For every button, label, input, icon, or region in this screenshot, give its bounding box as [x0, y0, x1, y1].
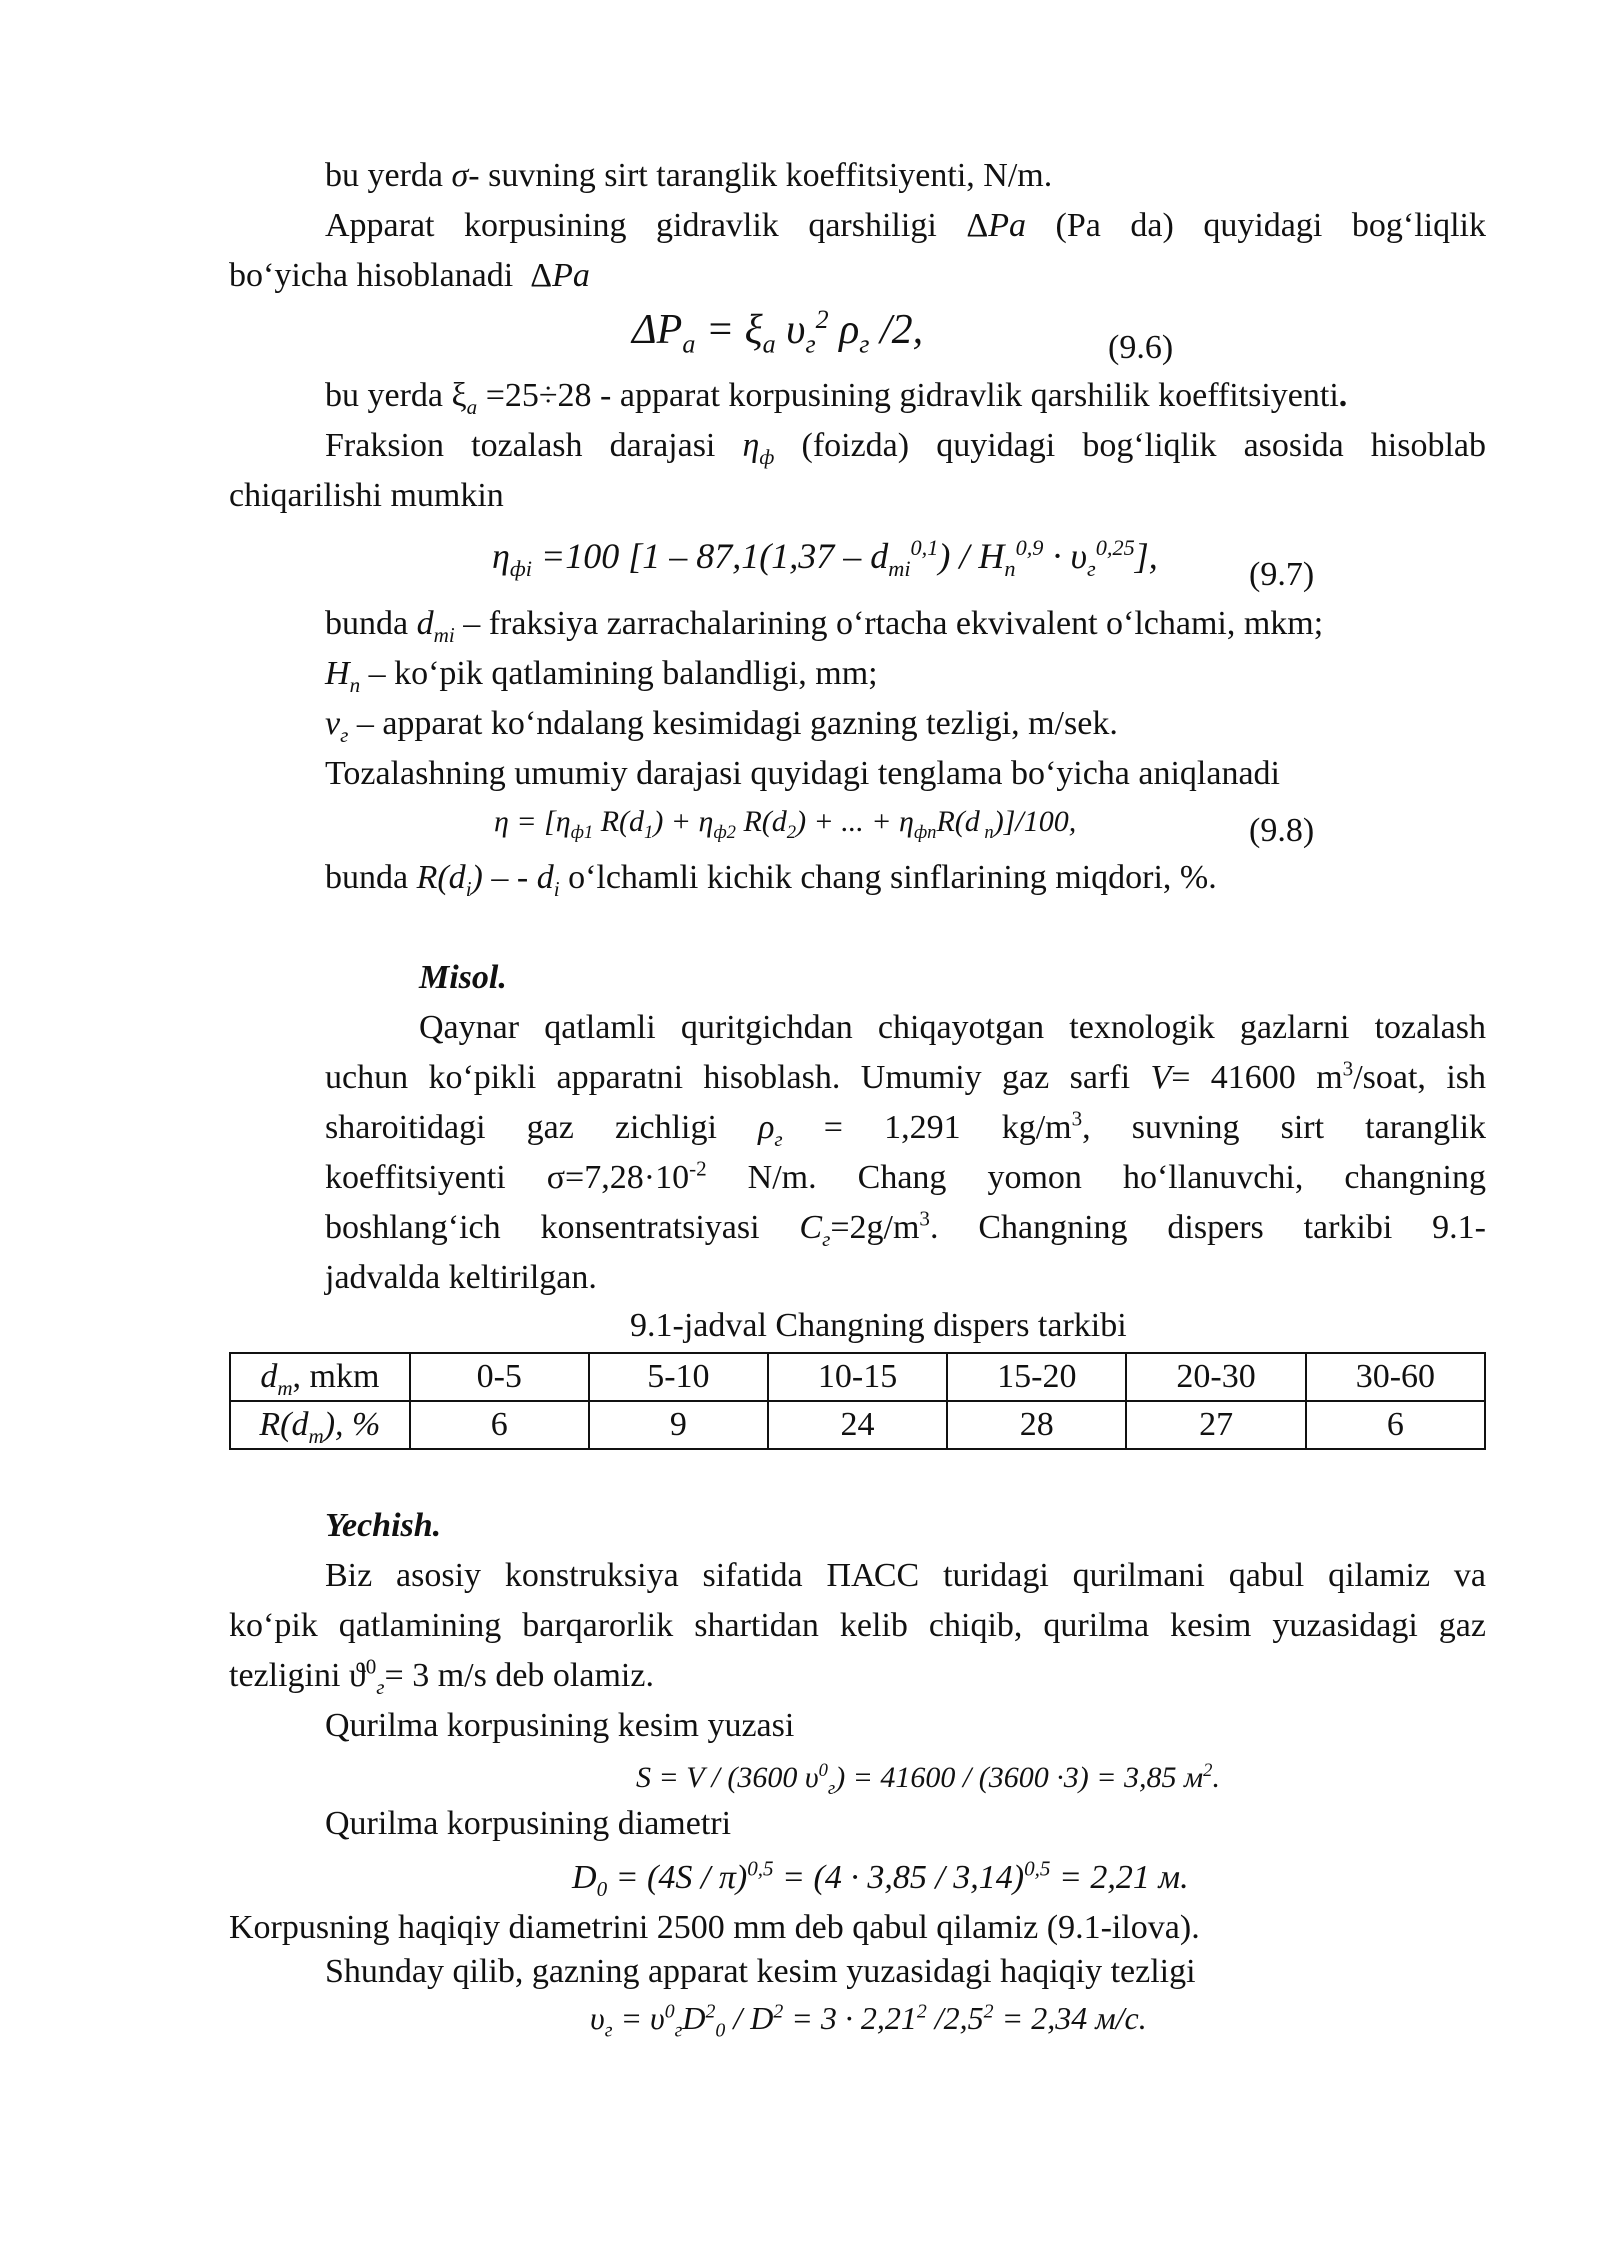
eq-part: ΔP: [632, 307, 683, 353]
symbol: d: [536, 859, 554, 896]
eq-part: .: [1212, 1761, 1220, 1794]
symbol: R(d: [259, 1406, 309, 1443]
solution-line-1: [325, 1554, 1486, 1598]
subscript: i: [553, 876, 560, 901]
text: Qurilma korpusining kesim yuzasi: [325, 1707, 795, 1744]
solution-line-5: [325, 1802, 731, 1846]
subscript: г: [376, 1674, 385, 1699]
equation-9-8: [494, 800, 1076, 844]
paragraph-total-efficiency: [325, 752, 1280, 796]
equation-number-9-7: (9.7): [1249, 556, 1315, 593]
eq-part: /2,5: [926, 2000, 984, 2036]
example-heading: Misol.: [419, 959, 507, 996]
example-line-5: [325, 1206, 1486, 1250]
eq-sup: 0,5: [1024, 1856, 1051, 1881]
eq-sup: 0: [818, 1760, 828, 1781]
table-cell: 27: [1126, 1401, 1305, 1449]
table-cell: 10-15: [768, 1353, 947, 1401]
eq-part: = (4S / π): [607, 1859, 748, 1896]
eq-sub: г: [604, 2019, 613, 2042]
eq-sub: г: [674, 2019, 683, 2042]
table-row: [230, 1401, 1485, 1449]
text: Tozalashning umumiy darajasi quyidagi tenglama bo‘yicha aniqlanadi: [325, 755, 1281, 792]
text: chiqarilishi mumkin: [229, 477, 504, 514]
eq-part: ρ: [828, 307, 860, 353]
eq-part: = 2,21 м.: [1050, 1859, 1189, 1896]
text: bu yerda ξ: [325, 377, 467, 414]
superscript: 3: [1342, 1056, 1354, 1081]
table-cell: 15-20: [947, 1353, 1126, 1401]
solution-line-2: [229, 1604, 1486, 1648]
table-cell: 20-30: [1126, 1353, 1305, 1401]
text: ko‘pik qatlamining barqarorlik shartidan kelib chiqib, qurilma kesim yuzasidagi gaz: [229, 1607, 1486, 1644]
superscript: -2: [689, 1156, 707, 1181]
text: Korpusning haqiqiy diametrini 2500 mm deb qabul qilamiz (9.1-ilova).: [229, 1909, 1200, 1946]
text: Qaynar qatlamli quritgichdan chiqayotgan texnologik gazlarni tozalash: [419, 1009, 1486, 1046]
text: (foizda) quyidagi bog‘liqlik asosida hisoblab: [801, 427, 1487, 464]
text: Fraksion tozalash darajasi: [325, 427, 716, 464]
example-line-6: [325, 1256, 597, 1300]
solution-line-7: [325, 1950, 1196, 1994]
eq-sub: n: [979, 822, 994, 843]
text: ·: [643, 1159, 656, 1196]
subscript: i: [465, 876, 472, 901]
symbol: d: [416, 605, 434, 642]
table-cell: 30-60: [1306, 1353, 1485, 1401]
paragraph-sigma-definition: [325, 154, 1052, 198]
eq-part: υ: [775, 307, 806, 353]
text: . Changning dispers tarkibi 9.1-: [929, 1209, 1486, 1246]
text: bo‘yicha hisoblanadi: [229, 257, 514, 294]
paragraph-hydraulic-resistance: [325, 204, 1486, 248]
text: bu yerda: [325, 157, 444, 194]
definition-dmi: [325, 602, 1323, 646]
eq-sub: 0: [596, 1876, 608, 1901]
text: , mkm: [292, 1358, 380, 1395]
definition-hn: [325, 652, 878, 696]
eq-part: /2,: [869, 307, 924, 353]
eq-sub: 1: [644, 822, 654, 843]
example-line-3: [325, 1106, 1486, 1150]
table-cell: 9: [589, 1401, 768, 1449]
text: – -: [482, 859, 537, 896]
superscript: 3: [919, 1206, 930, 1231]
eq-part: R(d: [735, 805, 787, 838]
eq-part: R(d: [936, 805, 980, 838]
subscript: ф: [759, 444, 775, 469]
eq-sup: 2: [705, 2000, 716, 2023]
text: koeffitsiyenti σ=7,28: [325, 1159, 644, 1196]
text: bunda: [325, 859, 409, 896]
text: uchun ko‘pikli apparatni hisoblash. Umumiy gaz sarfi: [325, 1059, 1131, 1096]
table-caption: 9.1-jadval Changning dispers tarkibi: [630, 1307, 1127, 1344]
eq-part: R(d: [593, 805, 645, 838]
eq-part: = 3 · 2,21: [783, 2000, 917, 2036]
equation-number-9-8: (9.8): [1249, 812, 1315, 849]
symbol: V: [1150, 1059, 1172, 1096]
text: Qurilma korpusining diametri: [325, 1805, 732, 1842]
delta-symbol: Δ: [530, 257, 553, 294]
text: 10: [655, 1159, 690, 1196]
text: – fraksiya zarrachalarining o‘rtacha ekvivalent o‘lchami, mkm;: [454, 605, 1324, 642]
solution-heading: Yechish.: [325, 1507, 442, 1544]
subscript: mi: [433, 622, 455, 647]
paragraph-hydraulic-resistance-cont: [229, 254, 590, 298]
eq-sub: фn: [913, 822, 937, 843]
text: Biz asosiy konstruksiya sifatida ПАСС turidagi qurilmani qabul qilamiz va: [325, 1557, 1486, 1594]
text: .: [1338, 377, 1348, 414]
eq-sup: 0: [664, 2000, 675, 2023]
eq-part: =100 [1 – 87,1(1,37 – d: [531, 536, 889, 576]
subscript: г: [822, 1226, 831, 1251]
text: Shunday qilib, gazning apparat kesim yuzasidagi haqiqiy tezligi: [325, 1953, 1196, 1990]
text: - suvning sirt taranglik koeffitsiyenti, N/m.: [468, 157, 1053, 194]
eq-sub: mi: [888, 556, 911, 582]
eq-sup: 0,9: [1015, 535, 1044, 560]
equation-area: [636, 1756, 1220, 1800]
table-cell: 0-5: [410, 1353, 589, 1401]
text: bunda: [325, 605, 409, 642]
eq-part: D: [572, 1859, 597, 1896]
pa-symbol: Pa: [988, 207, 1026, 244]
text: jadvalda keltirilgan.: [325, 1259, 597, 1296]
eq-part: = ξ: [695, 307, 763, 353]
eq-part: ) = 41600 / (3600 ·3) = 3,85 м: [835, 1761, 1204, 1794]
eq-sub: ф2: [713, 822, 736, 843]
eq-sup: 2: [983, 2000, 994, 2023]
eq-part: η: [492, 536, 510, 576]
eq-part: ) / H: [938, 536, 1005, 576]
sigma-symbol: σ: [451, 157, 469, 194]
eq-sub: г: [859, 329, 870, 359]
table-cell: 24: [768, 1401, 947, 1449]
paragraph-rdi-definition: [325, 856, 1217, 900]
text: =2g/m: [830, 1209, 920, 1246]
eq-part: · υ: [1043, 536, 1087, 576]
eta-symbol: η: [742, 427, 760, 464]
eq-sup: 2: [916, 2000, 927, 2023]
eq-sup: 2: [773, 2000, 784, 2023]
eq-part: / D: [725, 2000, 774, 2036]
eq-part: η = [η: [494, 805, 571, 838]
eq-sup: 0,1: [910, 535, 939, 560]
eq-part: = 2,34 м/с.: [993, 2000, 1147, 2036]
solution-line-3: [229, 1654, 654, 1698]
superscript: 0: [365, 1654, 377, 1679]
text: = 3 m/s deb olamiz.: [384, 1657, 654, 1694]
table-cell: 6: [1306, 1401, 1485, 1449]
dispersion-table: [229, 1352, 1486, 1450]
eq-part: = υ: [612, 2000, 665, 2036]
eq-sub: a: [762, 329, 776, 359]
example-line-1: [419, 1006, 1486, 1050]
eq-sub: 2: [786, 822, 797, 843]
eq-sub: г: [1086, 556, 1096, 582]
text: o‘lchamli kichik chang sinflarining miqdori, %.: [559, 859, 1217, 896]
eq-sup: 0,25: [1095, 535, 1135, 560]
table-cell: 6: [410, 1401, 589, 1449]
eq-sub: фi: [509, 556, 532, 582]
eq-sub: 0: [715, 2019, 726, 2042]
table-cell: 5-10: [589, 1353, 768, 1401]
eq-part: D: [682, 2000, 706, 2036]
symbol: C: [799, 1209, 823, 1246]
symbol: ): [471, 859, 483, 896]
subscript: m: [308, 1423, 324, 1448]
eq-sub: n: [1004, 556, 1016, 582]
text: tezligini ϑ: [229, 1657, 366, 1694]
eq-sup: 0,5: [747, 1856, 774, 1881]
subscript: г: [774, 1126, 783, 1151]
text: (Pa da) quyidagi bog‘liqlik: [1055, 207, 1486, 244]
equation-diameter: [572, 1856, 1189, 1900]
superscript: 3: [1071, 1106, 1083, 1131]
text: =25÷28 - apparat korpusining gidravlik qarshilik koeffitsiyenti: [477, 377, 1339, 414]
pa-symbol: Pa: [552, 257, 590, 294]
eq-sup: 2: [1203, 1760, 1213, 1781]
text: boshlang‘ich konsentratsiyasi: [325, 1209, 760, 1246]
example-line-4: [325, 1156, 1486, 1200]
text: ), %: [323, 1406, 381, 1443]
table-row: [230, 1353, 1485, 1401]
delta-pa: [966, 207, 1026, 244]
text: sharoitidagi gaz zichligi: [325, 1109, 717, 1146]
eta-phi: [742, 427, 775, 469]
symbol: v: [325, 705, 341, 742]
text: = 41600 m: [1171, 1059, 1343, 1096]
eq-part: = (4 · 3,85 / 3,14): [773, 1859, 1025, 1896]
symbol: ρ: [758, 1109, 775, 1146]
eq-part: ) + ... + η: [796, 805, 914, 838]
eq-sup: 2: [815, 305, 829, 334]
text: – apparat ko‘ndalang kesimidagi gazning tezligi, m/sek.: [348, 705, 1118, 742]
paragraph-xi-definition: [325, 374, 1347, 418]
text: = 1,291 kg/m: [823, 1109, 1072, 1146]
eq-part: S = V / (3600 υ: [636, 1761, 819, 1794]
delta-symbol: Δ: [966, 207, 989, 244]
symbol: d: [260, 1358, 278, 1395]
text: /soat, ish: [1353, 1059, 1486, 1096]
eq-part: ) + η: [653, 805, 714, 838]
paragraph-fractional-efficiency-cont: [229, 474, 504, 518]
eq-part: ],: [1134, 536, 1158, 576]
text: Apparat korpusining gidravlik qarshiligi: [325, 207, 937, 244]
paragraph-fractional-efficiency: [325, 424, 1486, 468]
subscript: г: [340, 722, 349, 747]
equation-9-6: [632, 305, 924, 359]
eq-sub: г: [805, 329, 816, 359]
eq-sub: a: [682, 329, 696, 359]
row-header-size: [230, 1353, 410, 1401]
eq-part: )]/100,: [993, 805, 1077, 838]
subscript: a: [466, 394, 478, 419]
subscript: n: [349, 672, 361, 697]
text: , suvning sirt taranglik: [1082, 1109, 1487, 1146]
example-line-2: [325, 1056, 1486, 1100]
equation-velocity: [590, 1996, 1147, 2040]
symbol: R(d: [416, 859, 466, 896]
eq-sub: ф1: [570, 822, 594, 843]
row-header-fraction: [230, 1401, 410, 1449]
table-cell: 28: [947, 1401, 1126, 1449]
text: N/m. Chang yomon ho‘llanuvchi, changning: [747, 1159, 1486, 1196]
equation-9-7: [492, 534, 1158, 582]
symbol: H: [325, 655, 350, 692]
equation-number-9-6: (9.6): [1108, 329, 1174, 366]
definition-vg: [325, 702, 1118, 746]
subscript: m: [277, 1375, 293, 1400]
eq-part: υ: [590, 2000, 605, 2036]
solution-line-6: [229, 1906, 1200, 1950]
solution-line-4: [325, 1704, 794, 1748]
text: – ko‘pik qatlamining balandligi, mm;: [360, 655, 878, 692]
eq-sub: г: [827, 1778, 836, 1799]
